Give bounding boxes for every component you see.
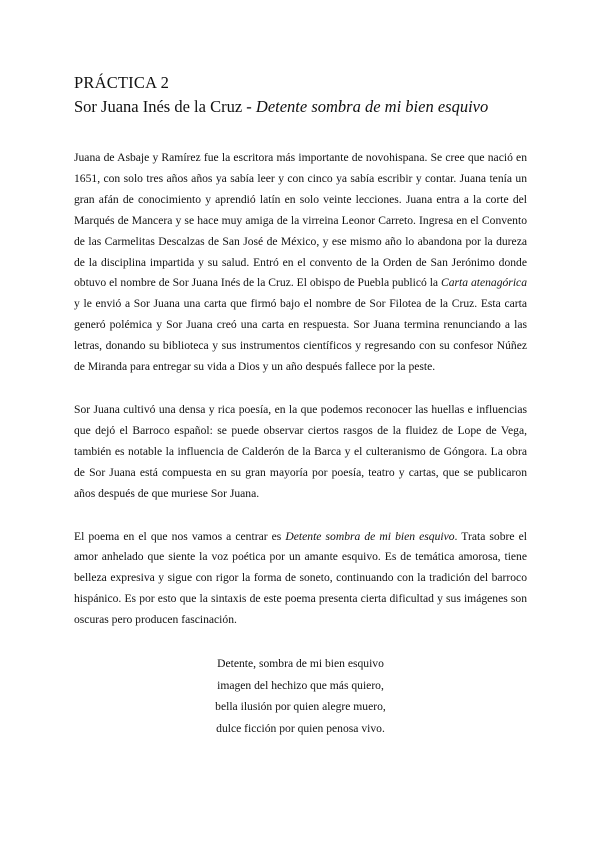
document-page: [74, 72, 527, 739]
document-subtitle: [74, 96, 527, 118]
biography-italic-title: Carta atenagórica: [440, 276, 527, 290]
analysis-italic-title: Detente sombra de mi bien esquivo: [285, 529, 455, 543]
poem-line: dulce ficción por quien penosa vivo.: [216, 721, 385, 735]
poetry-influences-paragraph: Sor Juana cultivó una densa y rica poesía, en la que podemos reconocer las huellas e influencias que dejó el Barroco español: se puede observar ciertos rasgos de la fluidez de Lope de Vega, también es notable la influencia de Calderón de la Barca y el culteranismo de Góngora. La obra de Sor Juana está compuesta en su gran mayoría por poesía, teatro y cartas, que se publicaron años después de que muriese Sor Juana.: [74, 402, 527, 500]
biography-text-part1: Juana de Asbaje y Ramírez fue la escritora más importante de novohispana. Se cree que nació en 1651, con solo tres años años ya sabía leer y con cinco ya sabía escribir y contar. Juana tenía un gran afán de conocimiento y aprendió latín en solo veinte lecciones. Juana entra a la corte del Marqués de Mancera y se hace muy amiga de la virreina Leonor Carreto. Ingresa en el Convento de las Carmelitas Descalzas de San José de México, y ese mismo año lo abandona por la dureza de la disciplina impartida y su salud. Entró en el convento de la Orden de San Jerónimo donde obtuvo el nombre de Sor Juana Inés de la Cruz. El obispo de Puebla publicó la: [74, 151, 527, 290]
poem-analysis-paragraph: [74, 527, 527, 632]
subtitle-work-title: Detente sombra de mi bien esquivo: [255, 97, 489, 116]
analysis-text-part1: El poema en el que nos vamos a centrar es: [74, 529, 286, 543]
subtitle-author: Sor Juana Inés de la Cruz -: [74, 97, 256, 116]
biography-paragraph: [74, 148, 527, 378]
poem-line: Detente, sombra de mi bien esquivo: [217, 657, 384, 671]
practice-heading: PRÁCTICA 2: [74, 73, 170, 92]
analysis-text-part2: . Trata sobre el amor anhelado que siente la voz poética por un amante esquivo. Es de temática amorosa, tiene belleza expresiva y sigue con rigor la forma de soneto, continuando con la tradición del barroco hispánico. Es por esto que la sintaxis de este poema presenta cierta dificultad y sus imágenes son oscuras pero producen fascinación.: [74, 529, 527, 627]
poem-line: imagen del hechizo que más quiero,: [217, 678, 384, 692]
poem-excerpt: [74, 653, 527, 739]
poem-line: bella ilusión por quien alegre muero,: [215, 700, 386, 714]
biography-text-part2: y le envió a Sor Juana una carta que firmó bajo el nombre de Sor Filotea de la Cruz. Esta carta generó polémica y Sor Juana creó una carta en respuesta. Sor Juana termina renunciando a las letras, donando su biblioteca y sus instrumentos científicos y regresando con su confesor Núñez de Miranda para entregar su vida a Dios y un año después fallece por la peste.: [74, 297, 527, 374]
